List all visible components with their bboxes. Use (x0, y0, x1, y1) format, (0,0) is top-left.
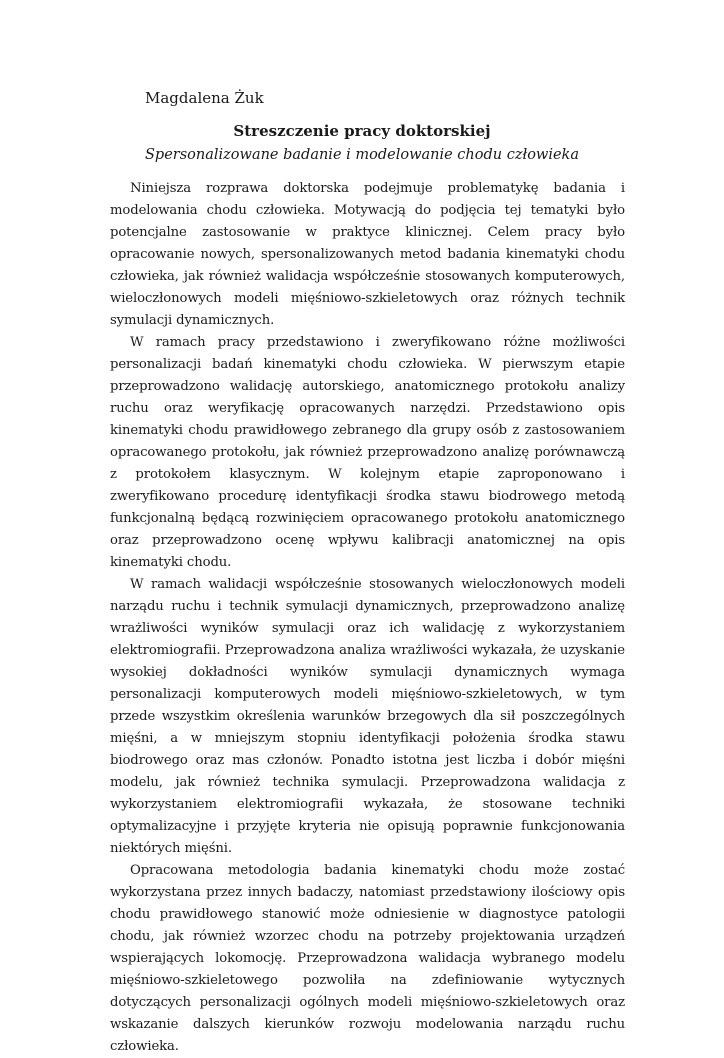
abstract-body (110, 178, 625, 1058)
author-name: Magdalena Żuk (145, 89, 264, 107)
paragraph-1: Niniejsza rozprawa doktorska podejmuje problematykę badania i modelowania chodu człowieka. Motywacją do podjęcia tej tematyki było potencjalne zastosowanie w praktyce klinicznej. Celem pracy było opracowanie nowych, spersonalizowanych metod badania kinematyki chodu człowieka, jak również walidacja współcześnie stosowanych komputerowych, wieloczłonowych modeli mięśniowo-szkieletowych oraz różnych technik symulacji dynamicznych. (110, 181, 625, 328)
document-title: Streszczenie pracy doktorskiej (233, 122, 491, 140)
paragraph-4: Opracowana metodologia badania kinematyki chodu może zostać wykorzystana przez innych badaczy, natomiast przedstawiony ilościowy opis chodu prawidłowego stanowić może odniesienie w diagnostyce patologii chodu, jak również wzorzec chodu na potrzeby projektowania urządzeń wspierających lokomocję. Przeprowadzona walidacja wybranego modelu mięśniowo-szkieletowego pozwoliła na zdefiniowanie wytycznych dotyczących personalizacji ogólnych modeli mięśniowo-szkieletowych oraz wskazanie dalszych kierunków rozwoju modelowania narządu ruchu człowieka. (110, 863, 625, 1054)
paragraph-2: W ramach pracy przedstawiono i zweryfikowano różne możliwości personalizacji badań kinematyki chodu człowieka. W pierwszym etapie przeprowadzono walidację autorskiego, anatomicznego protokołu analizy ruchu oraz weryfikację opracowanych narzędzi. Przedstawiono opis kinematyki chodu prawidłowego zebranego dla grupy osób z zastosowaniem opracowanego protokołu, jak również przeprowadzono analizę porównawczą z protokołem klasycznym. W kolejnym etapie zaproponowano i zweryfikowano procedurę identyfikacji środka stawu biodrowego metodą funkcjonalną będącą rozwinięciem opracowanego protokołu anatomicznego oraz przeprowadzono ocenę wpływu kalibracji anatomicznej na opis kinematyki chodu. (110, 335, 625, 570)
paragraph-3: W ramach walidacji współcześnie stosowanych wieloczłonowych modeli narządu ruchu i technik symulacji dynamicznych, przeprowadzono analizę wrażliwości wyników symulacji oraz ich walidację z wykorzystaniem elektromiografii. Przeprowadzona analiza wrażliwości wykazała, że uzyskanie wysokiej dokładności wyników symulacji dynamicznych wymaga personalizacji komputerowych modeli mięśniowo-szkieletowych, w tym przede wszystkim określenia warunków brzegowych dla sił poszczególnych mięśni, a w mniejszym stopniu identyfikacji położenia środka stawu biodrowego oraz mas członów. Ponadto istotna jest liczba i dobór mięśni modelu, jak również technika symulacji. Przeprowadzona walidacja z wykorzystaniem elektromiografii wykazała, że stosowane techniki optymalizacyjne i przyjęte kryteria nie opisują poprawnie funkcjonowania niektórych mięśni. (110, 577, 625, 856)
document-subtitle: Spersonalizowane badanie i modelowanie chodu człowieka (145, 147, 579, 163)
